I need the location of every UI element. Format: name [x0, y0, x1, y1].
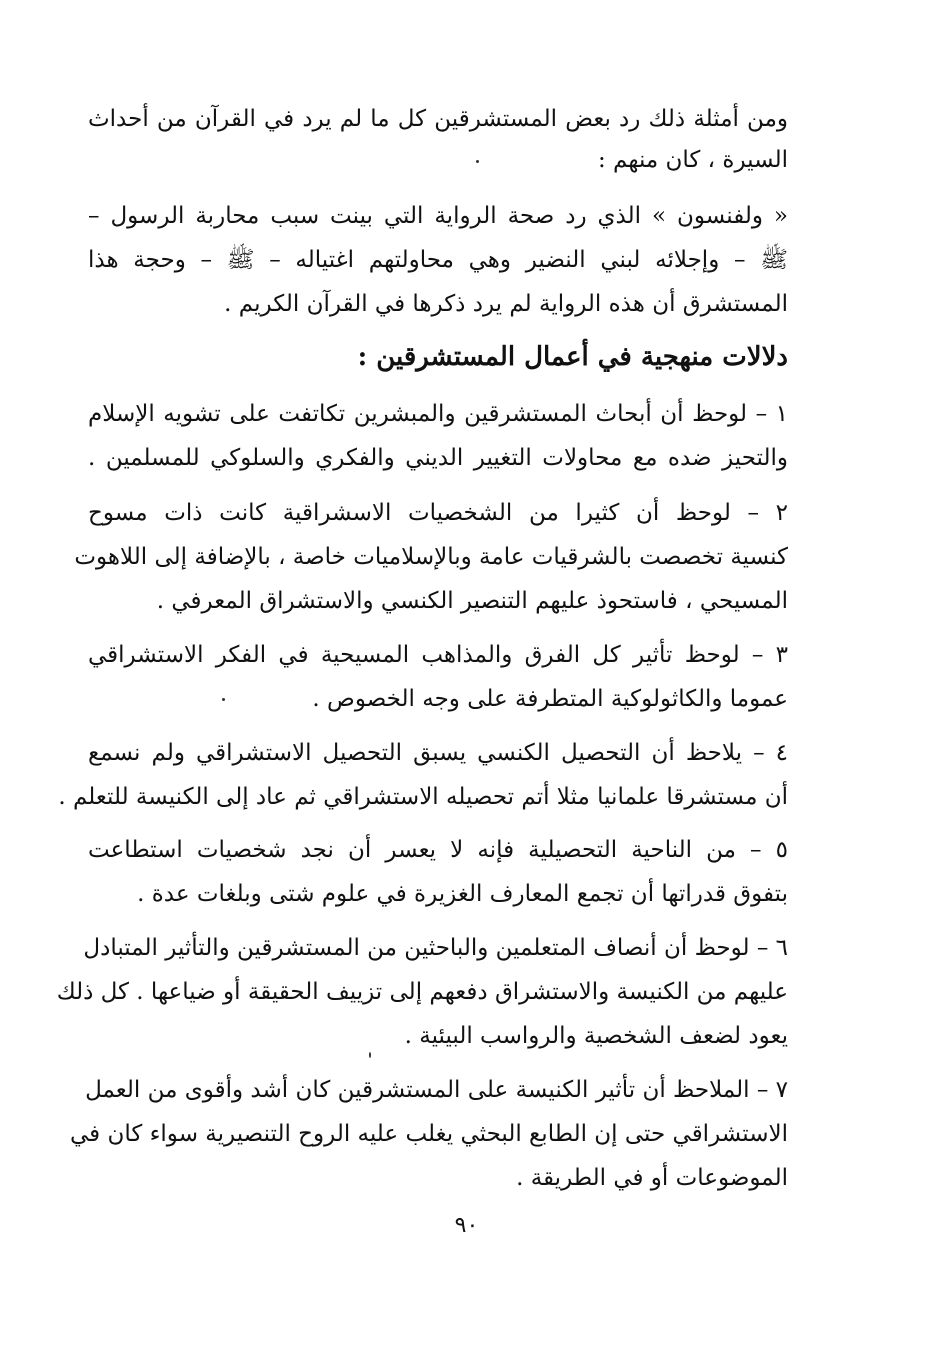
list-item-line: المسيحي ، فاستحوذ عليهم التنصير الكنسي والاستشراق المعرفي .	[156, 588, 788, 614]
scan-speck	[222, 698, 225, 701]
paragraph-line: ومن أمثلة ذلك رد بعض المستشرقين كل ما لم يرد في القرآن من أحداث	[88, 106, 788, 132]
list-item-line: أن مستشرقا علمانيا مثلا أتم تحصيله الاستشراقي ثم عاد إلى الكنيسة للتعلم .	[58, 784, 788, 810]
scan-speck	[476, 160, 479, 163]
paragraph-line: ﷺ – وإجلائه لبني النضير وهي محاولتهم اغتياله – ﷺ – وحجة هذا	[88, 247, 788, 273]
list-item-line: كنسية تخصصت بالشرقيات عامة وبالإسلاميات خاصة ، بالإضافة إلى اللاهوت	[74, 544, 788, 570]
list-item-line: الموضوعات أو في الطريقة .	[516, 1165, 788, 1191]
section-heading: دلالات منهجية في أعمال المستشرقين :	[357, 342, 788, 372]
body-text	[56, 0, 788, 1359]
list-item-line: ٤ – يلاحظ أن التحصيل الكنسي يسبق التحصيل الاستشراقي ولم نسمع	[88, 740, 788, 766]
list-item-line: والتحيز ضده مع محاولات التغيير الديني والفكري والسلوكي للمسلمين .	[88, 445, 788, 471]
list-item-line: ٢ – لوحظ أن كثيرا من الشخصيات الاسشراقية كانت ذات مسوح	[88, 500, 788, 526]
paragraph-line: السيرة ، كان منهم :	[597, 147, 788, 173]
list-item-line: عموما والكاثولوكية المتطرفة على وجه الخصوص .	[312, 686, 788, 712]
list-item-line: عليهم من الكنيسة والاستشراق دفعهم إلى تزييف الحقيقة أو ضياعها . كل ذلك	[56, 979, 788, 1005]
list-item-line: يعود لضعف الشخصية والرواسب البيئية .	[404, 1023, 788, 1049]
paragraph-line: « ولفنسون » الذي رد صحة الرواية التي بينت سبب محاربة الرسول –	[88, 203, 788, 229]
list-item-line: بتفوق قدراتها أن تجمع المعارف الغزيرة في علوم شتى وبلغات عدة .	[137, 881, 788, 907]
list-item-line: ٧ – الملاحظ أن تأثير الكنيسة على المستشرقين كان أشد وأقوى من العمل	[85, 1077, 788, 1103]
scan-speck	[369, 1052, 371, 1058]
list-item-line: ٦ – لوحظ أن أنصاف المتعلمين والباحثين من المستشرقين والتأثير المتبادل	[83, 935, 788, 961]
list-item-line: ٣ – لوحظ تأثير كل الفرق والمذاهب المسيحية في الفكر الاستشراقي	[88, 642, 788, 668]
list-item-line: الاستشراقي حتى إن الطابع البحثي يغلب عليه الروح التنصيرية سواء كان في	[69, 1121, 788, 1147]
paragraph-line: المستشرق أن هذه الرواية لم يرد ذكرها في القرآن الكريم .	[224, 291, 788, 317]
list-item-line: ١ – لوحظ أن أبحاث المستشرقين والمبشرين تكاتفت على تشويه الإسلام	[88, 401, 788, 427]
list-item-line: ٥ – من الناحية التحصيلية فإنه لا يعسر أن نجد شخصيات استطاعت	[88, 837, 788, 863]
page-number: ٩٠	[454, 1213, 479, 1238]
